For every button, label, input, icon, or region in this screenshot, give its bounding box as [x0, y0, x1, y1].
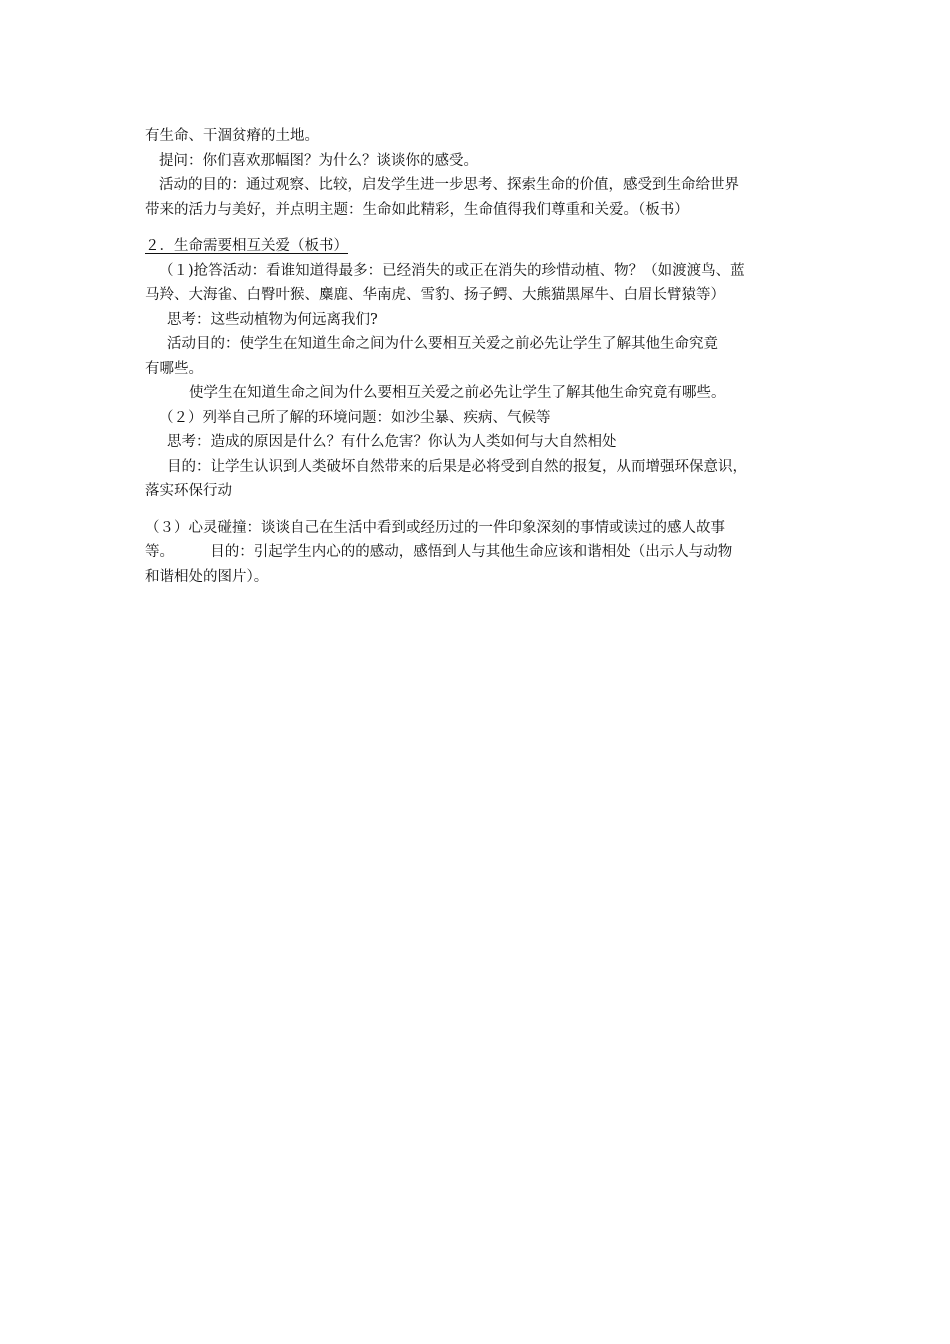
text-line: 目的：让学生认识到人类破坏自然带来的后果是必将受到自然的报复，从而增强环保意识，: [167, 458, 747, 475]
text-line: 思考：造成的原因是什么？有什么危害？你认为人类如何与大自然相处: [167, 434, 617, 450]
section-heading: ２．生命需要相互关爱（板书）: [145, 238, 348, 254]
text-line: 带来的活力与美好，并点明主题：生命如此精彩，生命值得我们尊重和关爱。（板书）: [145, 201, 689, 218]
text-line: 思考：这些动植物为何远离我们?: [167, 311, 378, 328]
text-line: 使学生在知道生命之间为什么要相互关爱之前必先让学生了解其他生命究竟有哪些。: [189, 385, 726, 401]
paragraph-gap: [145, 504, 815, 516]
text-line: （１)抢答活动：看谁知道得最多：已经消失的或正在消失的珍惜动植、物？（如渡渡鸟、蓝: [159, 262, 745, 279]
text-line: 有哪些。: [145, 360, 203, 377]
text-line: 有生命、干涸贫瘠的土地。: [145, 128, 319, 144]
text-line: （３）心灵碰撞：谈谈自己在生活中看到或经历过的一件印象深刻的事情或读过的感人故事: [145, 519, 725, 536]
text-line: 落实环保行动: [145, 483, 232, 499]
text-line: 等。 目的：引起学生内心的的感动，感悟到人与其他生命应该和谐相处（出示人与动物: [145, 544, 733, 560]
question-line: 提问：你们喜欢那幅图？为什么？谈谈你的感受。: [159, 152, 478, 169]
text-line: 和谐相处的图片）。: [145, 568, 269, 585]
text-line: 马羚、大海雀、白臀叶猴、麋鹿、华南虎、雪豹、扬子鳄、大熊猫黑犀牛、白眉长臂猿等）: [145, 287, 725, 303]
document-body: [145, 124, 815, 589]
text-line: （２）列举自己所了解的环境问题：如沙尘暴、疾病、气候等: [159, 409, 551, 426]
paragraph-gap: [145, 222, 815, 234]
text-line: 活动目的：使学生在知道生命之间为什么要相互关爱之前必先让学生了解其他生命究竟: [167, 336, 718, 352]
activity-purpose-line: 活动的目的：通过观察、比较，启发学生进一步思考、探索生命的价值，感受到生命给世界: [159, 177, 739, 193]
